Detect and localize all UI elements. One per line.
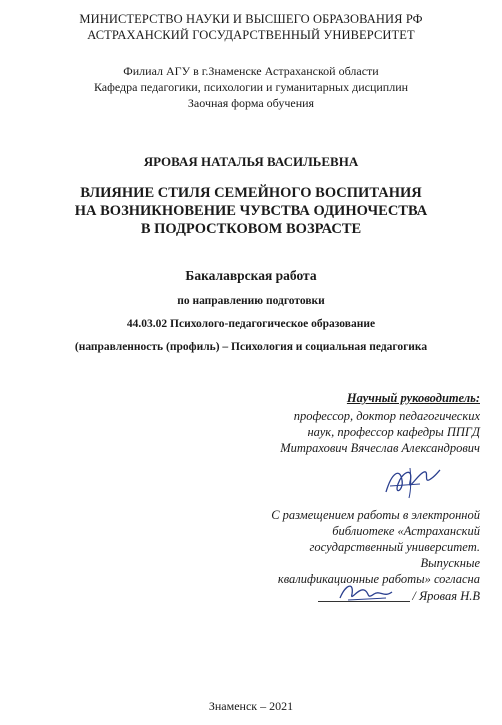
thesis-title-line-3: В ПОДРОСТКОВОМ ВОЗРАСТЕ [140,221,362,237]
direction-code: 44.03.02 Психолого-педагогическое образование [126,318,376,330]
consent-line-1: С размещением работы в электронной [271,508,480,522]
consent-line-4: Выпускные [420,556,480,570]
study-form: Заочная форма обучения [187,96,315,110]
profile: (направленность (профиль) – Психология и социальная педагогика [74,341,428,353]
ministry-name: МИНИСТЕРСТВО НАУКИ И ВЫСШЕГО ОБРАЗОВАНИЯ РФ [79,12,423,26]
consent-line-5: квалификационные работы» согласна [277,572,480,586]
city-year: Знаменск – 2021 [208,699,294,713]
thesis-title-line-1: ВЛИЯНИЕ СТИЛЯ СЕМЕЙНОГО ВОСПИТАНИЯ [80,185,422,201]
consent-line-2: библиотеке «Астраханский [332,524,480,538]
thesis-title-line-2: НА ВОЗНИКНОВЕНИЕ ЧУВСТВА ОДИНОЧЕСТВА [74,203,428,219]
supervisor-line-1: профессор, доктор педагогических [293,409,480,423]
supervisor-line-3: Митрахович Вячеслав Александрович [280,441,480,455]
supervisor-label: Научный руководитель: [346,391,480,405]
department-name: Кафедра педагогики, психологии и гуманитарных дисциплин [93,80,409,94]
university-name: АСТРАХАНСКИЙ ГОСУДАРСТВЕННЫЙ УНИВЕРСИТЕТ [87,28,415,42]
signer-name: / Яровая Н.В [412,589,480,603]
supervisor-line-2: наук, профессор кафедры ППГД [307,425,480,439]
supervisor-signature-icon [380,462,442,502]
author-signature-icon [336,580,398,606]
direction-label: по направлению подготовки [177,295,325,307]
branch-name: Филиал АГУ в г.Знаменске Астраханской области [123,64,379,78]
consent-line-3: государственный университет. [309,540,480,554]
work-type: Бакалаврская работа [185,268,317,283]
author-name: ЯРОВАЯ НАТАЛЬЯ ВАСИЛЬЕВНА [143,154,359,169]
